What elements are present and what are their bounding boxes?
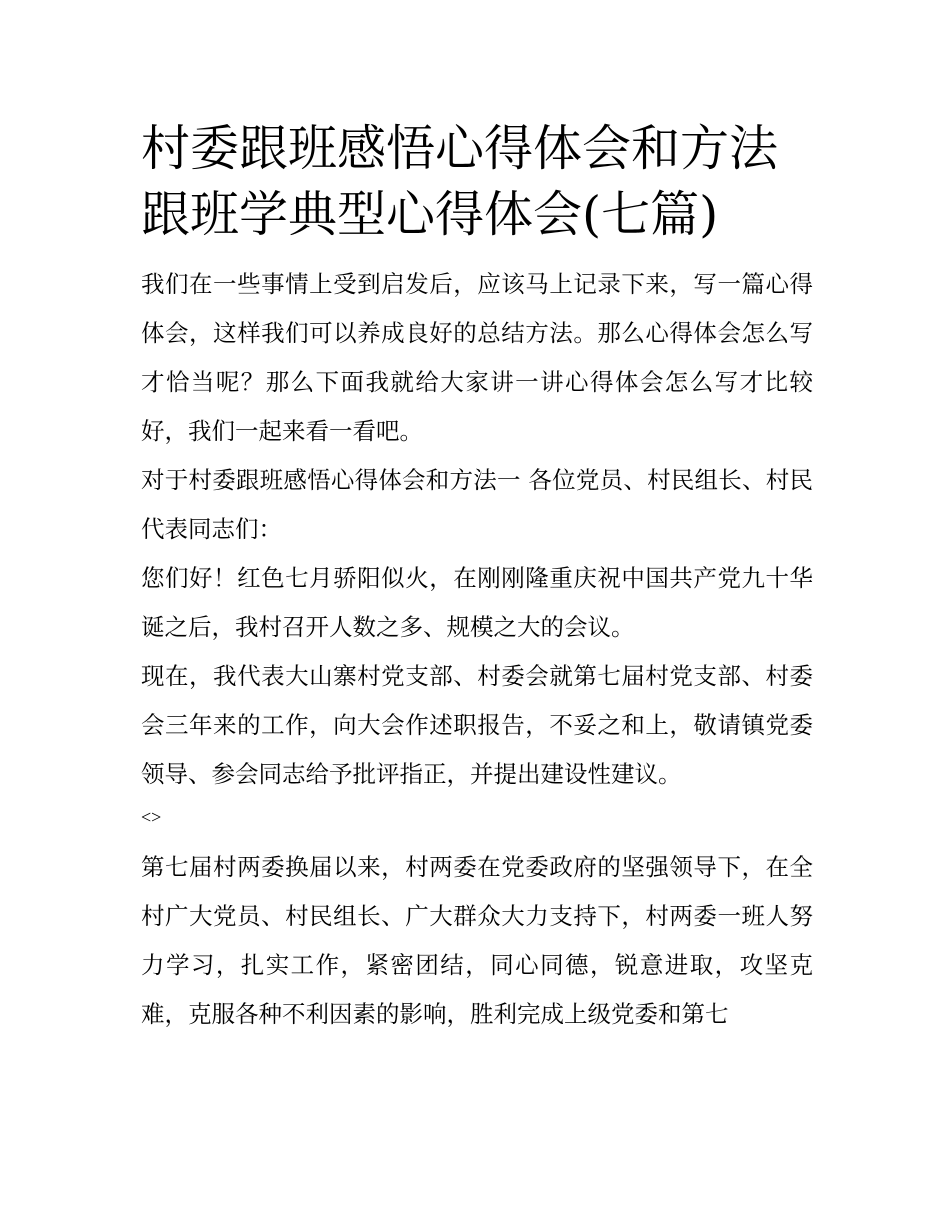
paragraph-placeholder-tag: <> bbox=[141, 807, 162, 827]
paragraph-greeting: 您们好！红色七月骄阳似火，在刚刚隆重庆祝中国共产党九十华诞之后，我村召开人数之多、规模之大的会议。 bbox=[141, 564, 813, 641]
paragraph-report-intro: 现在，我代表大山寨村党支部、村委会就第七届村党支部、村委会三年来的工作，向大会作述职报告，不妥之和上，敬请镇党委领导、参会同志给予批评指正，并提出建设性建议。 bbox=[141, 662, 813, 788]
paragraph-salutation: 对于村委跟班感悟心得体会和方法一 各位党员、村民组长、村民代表同志们： bbox=[141, 466, 813, 543]
document-content bbox=[141, 116, 813, 1039]
paragraph-intro: 我们在一些事情上受到启发后，应该马上记录下来，写一篇心得体会，这样我们可以养成良好的总结方法。那么心得体会怎么写才恰当呢？那么下面我就给大家讲一讲心得体会怎么写才比较好，我们一起来看一看吧。 bbox=[141, 270, 813, 445]
title-line-1: 村委跟班感悟心得体会和方法 bbox=[141, 120, 779, 177]
paragraph-work-summary: 第七届村两委换届以来，村两委在党委政府的坚强领导下，在全村广大党员、村民组长、广大群众大力支持下，村两委一班人努力学习，扎实工作，紧密团结，同心同德，锐意进取，攻坚克难，克服各种不利因素的影响，胜利完成上级党委和第七 bbox=[141, 853, 813, 1028]
title-line-2: 跟班学典型心得体会(七篇) bbox=[141, 186, 719, 243]
document-title bbox=[141, 116, 821, 248]
document-body bbox=[141, 260, 813, 1039]
